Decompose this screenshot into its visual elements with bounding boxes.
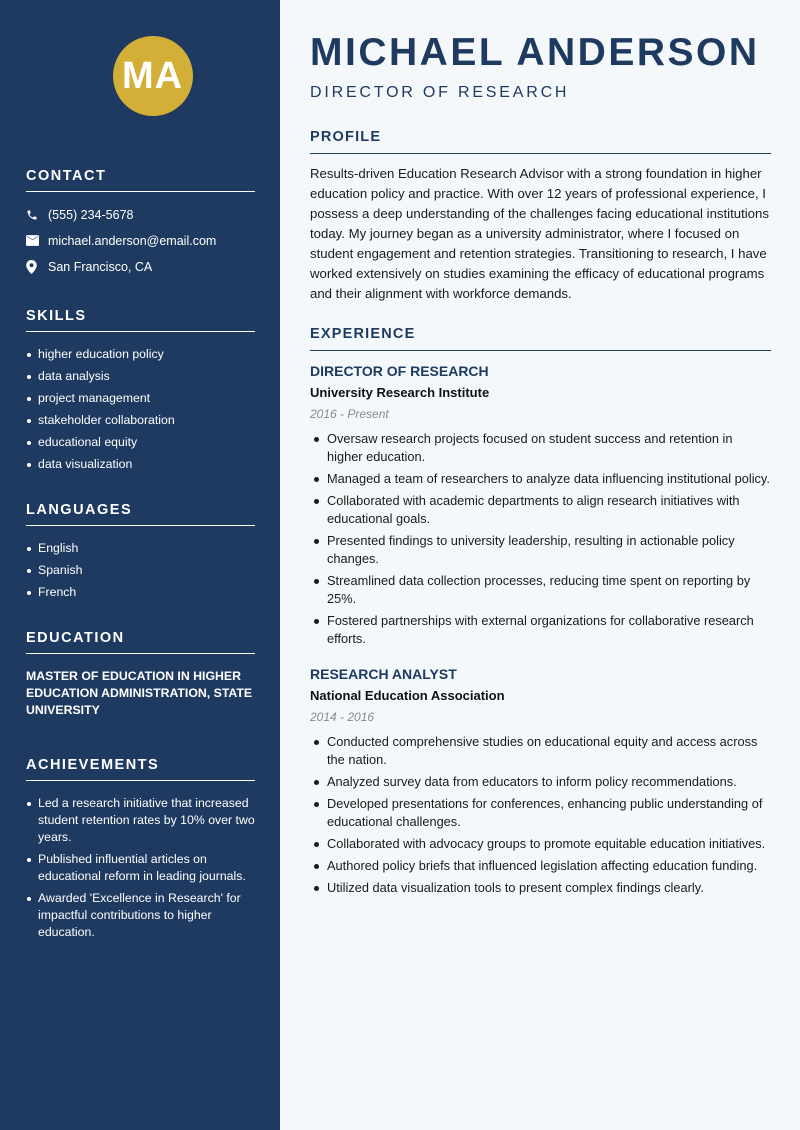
list-item: Presented findings to university leadership, resulting in actionable policy changes.	[310, 532, 771, 568]
list-item: Authored policy briefs that influenced legislation affecting education funding.	[310, 857, 771, 875]
list-item: educational equity	[26, 434, 255, 451]
location-pin-icon	[26, 260, 48, 274]
contact-phone	[26, 206, 255, 223]
list-item: Published influential articles on educational reform in leading journals.	[26, 851, 255, 885]
job-entry	[310, 361, 771, 648]
contact-heading: CONTACT	[26, 168, 255, 192]
mail-icon	[26, 235, 48, 246]
list-item: Analyzed survey data from educators to inform policy recommendations.	[310, 773, 771, 791]
job-bullets	[310, 733, 771, 897]
job-role: RESEARCH ANALYST	[310, 666, 457, 682]
achievements-section	[26, 757, 255, 941]
job-dates: 2016 - Present	[310, 407, 389, 421]
list-item: English	[26, 540, 255, 557]
list-item: French	[26, 584, 255, 601]
achievements-heading: ACHIEVEMENTS	[26, 757, 255, 781]
achievements-list	[26, 795, 255, 941]
job-entry	[310, 664, 771, 897]
profile-section	[310, 129, 771, 304]
job-bullets	[310, 430, 771, 648]
experience-heading: EXPERIENCE	[310, 326, 771, 351]
list-item: project management	[26, 390, 255, 407]
avatar: MA	[113, 36, 193, 116]
education-heading: EDUCATION	[26, 630, 255, 654]
list-item: Oversaw research projects focused on student success and retention in higher education.	[310, 430, 771, 466]
job-company: University Research Institute	[310, 385, 490, 400]
list-item: higher education policy	[26, 346, 255, 363]
list-item: Fostered partnerships with external organizations for collaborative research efforts.	[310, 612, 771, 648]
languages-section	[26, 502, 255, 601]
contact-section	[26, 168, 255, 275]
languages-heading: LANGUAGES	[26, 502, 255, 526]
list-item: Streamlined data collection processes, reducing time spent on reporting by 25%.	[310, 572, 771, 608]
list-item: data visualization	[26, 456, 255, 473]
job-company: National Education Association	[310, 688, 505, 703]
list-item: Awarded 'Excellence in Research' for impactful contributions to higher education.	[26, 890, 255, 941]
main-content	[280, 0, 800, 1130]
candidate-title: DIRECTOR OF RESEARCH	[310, 84, 570, 101]
email-text[interactable]: michael.anderson@email.com	[48, 233, 217, 248]
list-item: stakeholder collaboration	[26, 412, 255, 429]
list-item: data analysis	[26, 368, 255, 385]
contact-email	[26, 232, 255, 249]
phone-icon	[26, 209, 48, 221]
skills-list	[26, 346, 255, 473]
list-item: Collaborated with advocacy groups to promote equitable education initiatives.	[310, 835, 771, 853]
profile-heading: PROFILE	[310, 129, 771, 154]
list-item: Conducted comprehensive studies on educational equity and access across the nation.	[310, 733, 771, 769]
phone-text: (555) 234-5678	[48, 207, 134, 222]
location-text: San Francisco, CA	[48, 259, 153, 274]
list-item: Led a research initiative that increased student retention rates by 10% over two years.	[26, 795, 255, 846]
education-degree: MASTER OF EDUCATION IN HIGHER EDUCATION ADMINISTRATION, STATE UNIVERSITY	[26, 669, 253, 717]
contact-location	[26, 258, 255, 275]
job-dates: 2014 - 2016	[310, 710, 375, 724]
candidate-name: MICHAEL ANDERSON	[310, 31, 760, 74]
education-section	[26, 630, 255, 719]
experience-section	[310, 326, 771, 897]
job-role: DIRECTOR OF RESEARCH	[310, 363, 489, 379]
skills-section	[26, 308, 255, 473]
list-item: Utilized data visualization tools to present complex findings clearly.	[310, 879, 771, 897]
sidebar	[0, 0, 280, 1130]
list-item: Spanish	[26, 562, 255, 579]
languages-list	[26, 540, 255, 601]
profile-text: Results-driven Education Research Advisor with a strong foundation in higher education policy and practice. With over 12 years of professional experience, I possess a deep understanding of the challenges facing educational institutions today. My journey began as a university administrator, where I focused on student engagement and retention strategies. Transitioning to research, I have worked extensively on studies examining the efficacy of educational programs and their alignment with workforce demands.	[310, 166, 769, 301]
list-item: Collaborated with academic departments to align research initiatives with educational goals.	[310, 492, 771, 528]
skills-heading: SKILLS	[26, 308, 255, 332]
list-item: Managed a team of researchers to analyze data influencing institutional policy.	[310, 470, 771, 488]
list-item: Developed presentations for conferences, enhancing public understanding of educational challenges.	[310, 795, 771, 831]
